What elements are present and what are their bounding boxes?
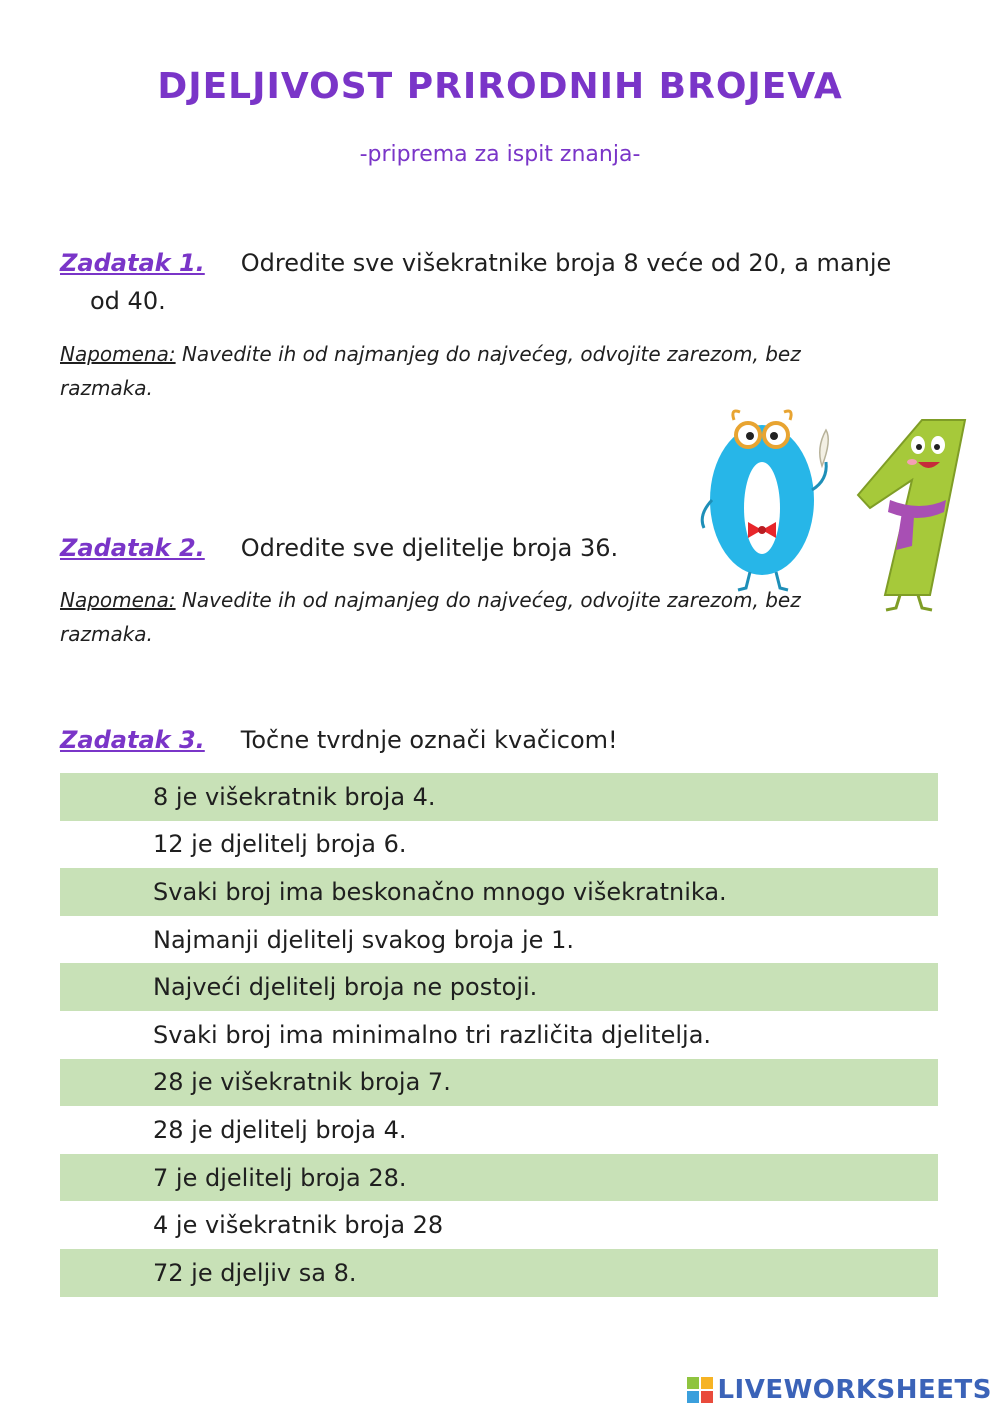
statement-row[interactable]: [60, 1249, 938, 1297]
statement-row[interactable]: [60, 916, 938, 964]
task-1-note-label: Napomena:: [60, 342, 176, 366]
statement-text: Najveći djelitelj broja ne postoji.: [153, 973, 538, 1002]
statement-text: 72 je djeljiv sa 8.: [153, 1258, 357, 1287]
page-title: DJELJIVOST PRIRODNIH BROJEVA: [157, 66, 843, 107]
liveworksheets-logo-icon: [687, 1377, 713, 1403]
statement-text: Najmanji djelitelj svakog broja je 1.: [153, 925, 574, 954]
statement-text: 28 je djelitelj broja 4.: [153, 1115, 407, 1144]
statement-row[interactable]: [60, 1154, 938, 1202]
task-1-note-text: Navedite ih od najmanjeg do najvećeg, odvojite zarezom, bez razmaka.: [60, 342, 801, 400]
statement-row[interactable]: [60, 1106, 938, 1154]
cartoon-one-icon: [858, 420, 965, 610]
task-2-text: Odredite sve djelitelje broja 36.: [240, 534, 619, 562]
task-1: [60, 244, 891, 320]
liveworksheets-logo-text: LIVEWORKSHEETS: [717, 1375, 992, 1405]
task-1-text: Odredite sve višekratnike broja 8 veće od 20, a manje: [240, 249, 892, 277]
task-1-label: Zadatak 1.: [60, 249, 205, 277]
statement-text: Svaki broj ima minimalno tri različita djelitelja.: [153, 1020, 712, 1049]
liveworksheets-logo: [687, 1375, 992, 1405]
statement-text: Svaki broj ima beskonačno mnogo višekratnika.: [153, 877, 727, 906]
statement-text: 28 je višekratnik broja 7.: [153, 1068, 451, 1097]
statement-row[interactable]: [60, 773, 938, 821]
statement-text: 7 je djelitelj broja 28.: [153, 1163, 407, 1192]
task-2-label: Zadatak 2.: [60, 534, 205, 562]
statement-row[interactable]: [60, 868, 938, 916]
statements-table: [60, 773, 938, 1297]
statement-text: 8 je višekratnik broja 4.: [153, 782, 436, 811]
cartoon-zero-icon: [702, 411, 828, 590]
statement-row[interactable]: [60, 963, 938, 1011]
statement-row[interactable]: [60, 1059, 938, 1107]
task-1-note: [60, 337, 880, 405]
statement-row[interactable]: [60, 1011, 938, 1059]
task-3-text: Točne tvrdnje označi kvačicom!: [240, 726, 618, 754]
task-2: [60, 529, 618, 567]
statement-text: 4 je višekratnik broja 28: [153, 1211, 444, 1240]
numbers-illustration: [690, 400, 1000, 615]
task-3: [60, 721, 618, 759]
task-2-note-text: Navedite ih od najmanjeg do najvećeg, odvojite zarezom, bez razmaka.: [60, 588, 801, 646]
task-3-label: Zadatak 3.: [60, 726, 205, 754]
statement-row[interactable]: [60, 821, 938, 869]
task-1-text-cont: od 40.: [90, 287, 166, 315]
page-subtitle: -priprema za ispit znanja-: [359, 142, 641, 167]
task-2-note-label: Napomena:: [60, 588, 176, 612]
statement-row[interactable]: [60, 1201, 938, 1249]
statement-text: 12 je djelitelj broja 6.: [153, 830, 407, 859]
